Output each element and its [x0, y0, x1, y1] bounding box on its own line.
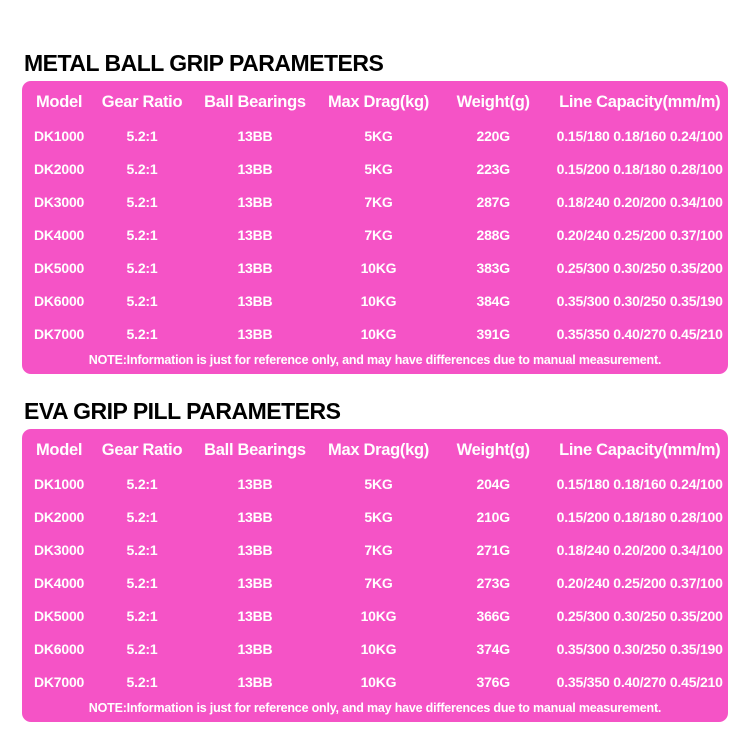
table-cell: 13BB [237, 292, 273, 309]
table-cell: 0.35/300 0.30/250 0.35/190 [556, 640, 723, 657]
column-header: Line Capacity(mm/m) [559, 440, 721, 459]
eva-grip-pill-section [22, 398, 728, 722]
table-cell: 5.2:1 [126, 673, 158, 690]
table-cell: 288G [476, 226, 510, 243]
metal-ball-grip-table [22, 81, 728, 374]
table-row [22, 665, 728, 698]
table-cell: 5KG [364, 475, 393, 492]
table-cell: 13BB [237, 508, 273, 525]
table-cell: 7KG [364, 574, 393, 591]
table-cell: DK3000 [33, 541, 85, 558]
table-cell: 374G [476, 640, 510, 657]
table-cell: DK6000 [33, 640, 85, 657]
column-header: Gear Ratio [101, 92, 183, 111]
table-cell: 13BB [237, 541, 273, 558]
table-cell: 13BB [237, 226, 273, 243]
table-body [22, 119, 728, 350]
table-cell: 13BB [237, 607, 273, 624]
column-header: Max Drag(kg) [328, 440, 429, 459]
table-cell: 0.18/240 0.20/200 0.34/100 [556, 541, 723, 558]
table-cell: 204G [476, 475, 510, 492]
table-cell: DK7000 [33, 325, 85, 342]
table-row [22, 251, 728, 284]
table-cell: DK3000 [33, 193, 85, 210]
column-header: Line Capacity(mm/m) [559, 92, 721, 111]
table-header-row [22, 429, 728, 467]
metal-ball-grip-title: METAL BALL GRIP PARAMETERS [24, 50, 384, 76]
table-cell: 5KG [364, 127, 393, 144]
table-cell: 287G [476, 193, 510, 210]
table-cell: 376G [476, 673, 510, 690]
table-body [22, 467, 728, 698]
table-row [22, 284, 728, 317]
table-cell: DK4000 [33, 226, 85, 243]
table-row [22, 152, 728, 185]
table-cell: DK5000 [33, 607, 85, 624]
table-note: NOTE:Information is just for reference only, and may have differences due to manual measurement. [88, 701, 662, 715]
column-header: Ball Bearings [204, 440, 306, 459]
table-cell: 13BB [237, 325, 273, 342]
table-cell: 5.2:1 [126, 607, 158, 624]
table-cell: 5.2:1 [126, 160, 158, 177]
table-note: NOTE:Information is just for reference only, and may have differences due to manual measurement. [88, 353, 662, 367]
table-cell: 10KG [360, 259, 397, 276]
table-cell: 210G [476, 508, 510, 525]
table-cell: 0.35/350 0.40/270 0.45/210 [556, 325, 723, 342]
table-row [22, 185, 728, 218]
table-cell: 384G [476, 292, 510, 309]
table-cell: 0.25/300 0.30/250 0.35/200 [556, 607, 723, 624]
table-cell: 5.2:1 [126, 292, 158, 309]
table-cell: 13BB [237, 160, 273, 177]
table-cell: 0.15/200 0.18/180 0.28/100 [556, 508, 723, 525]
table-cell: 13BB [237, 475, 273, 492]
table-cell: 0.35/350 0.40/270 0.45/210 [556, 673, 723, 690]
column-header: Model [35, 440, 83, 459]
table-cell: 0.35/300 0.30/250 0.35/190 [556, 292, 723, 309]
metal-ball-grip-section [22, 50, 728, 374]
table-cell: 0.20/240 0.25/200 0.37/100 [556, 574, 723, 591]
table-cell: 5.2:1 [126, 193, 158, 210]
table-cell: 10KG [360, 292, 397, 309]
table-cell: 5KG [364, 160, 393, 177]
table-cell: DK2000 [33, 508, 85, 525]
column-header: Model [35, 92, 83, 111]
table-cell: 5.2:1 [126, 541, 158, 558]
table-cell: 7KG [364, 541, 393, 558]
table-cell: 383G [476, 259, 510, 276]
table-cell: 13BB [237, 193, 273, 210]
table-cell: 13BB [237, 127, 273, 144]
table-cell: 10KG [360, 607, 397, 624]
table-cell: 273G [476, 574, 510, 591]
table-cell: 5.2:1 [126, 127, 158, 144]
table-cell: 13BB [237, 673, 273, 690]
table-cell: 220G [476, 127, 510, 144]
table-cell: DK4000 [33, 574, 85, 591]
table-cell: 13BB [237, 259, 273, 276]
table-cell: 5.2:1 [126, 640, 158, 657]
table-cell: 7KG [364, 226, 393, 243]
eva-grip-pill-title: EVA GRIP PILL PARAMETERS [24, 398, 341, 424]
table-cell: 10KG [360, 673, 397, 690]
table-row [22, 632, 728, 665]
table-cell: 10KG [360, 640, 397, 657]
table-cell: 0.15/200 0.18/180 0.28/100 [556, 160, 723, 177]
column-header: Ball Bearings [204, 92, 306, 111]
table-row [22, 599, 728, 632]
table-cell: 0.18/240 0.20/200 0.34/100 [556, 193, 723, 210]
table-cell: 391G [476, 325, 510, 342]
table-cell: 0.15/180 0.18/160 0.24/100 [556, 475, 723, 492]
table-cell: 5.2:1 [126, 574, 158, 591]
table-cell: DK5000 [33, 259, 85, 276]
eva-grip-pill-table [22, 429, 728, 722]
table-cell: 0.20/240 0.25/200 0.37/100 [556, 226, 723, 243]
table-cell: 13BB [237, 640, 273, 657]
table-cell: 271G [476, 541, 510, 558]
table-row [22, 218, 728, 251]
table-cell: 223G [476, 160, 510, 177]
table-cell: 0.15/180 0.18/160 0.24/100 [556, 127, 723, 144]
table-cell: 5.2:1 [126, 226, 158, 243]
table-row [22, 566, 728, 599]
column-header: Max Drag(kg) [328, 92, 429, 111]
table-row [22, 119, 728, 152]
table-cell: 5.2:1 [126, 475, 158, 492]
table-row [22, 500, 728, 533]
table-header-row [22, 81, 728, 119]
table-cell: DK1000 [33, 475, 85, 492]
table-row [22, 533, 728, 566]
table-cell: DK1000 [33, 127, 85, 144]
table-cell: DK7000 [33, 673, 85, 690]
table-cell: 5KG [364, 508, 393, 525]
table-cell: 0.25/300 0.30/250 0.35/200 [556, 259, 723, 276]
table-cell: 13BB [237, 574, 273, 591]
table-row [22, 317, 728, 350]
column-header: Weight(g) [456, 92, 530, 111]
table-cell: 5.2:1 [126, 325, 158, 342]
table-cell: 366G [476, 607, 510, 624]
table-cell: DK6000 [33, 292, 85, 309]
table-cell: 5.2:1 [126, 259, 158, 276]
column-header: Weight(g) [456, 440, 530, 459]
table-cell: 5.2:1 [126, 508, 158, 525]
table-row [22, 467, 728, 500]
table-cell: 7KG [364, 193, 393, 210]
table-cell: DK2000 [33, 160, 85, 177]
column-header: Gear Ratio [101, 440, 183, 459]
table-cell: 10KG [360, 325, 397, 342]
